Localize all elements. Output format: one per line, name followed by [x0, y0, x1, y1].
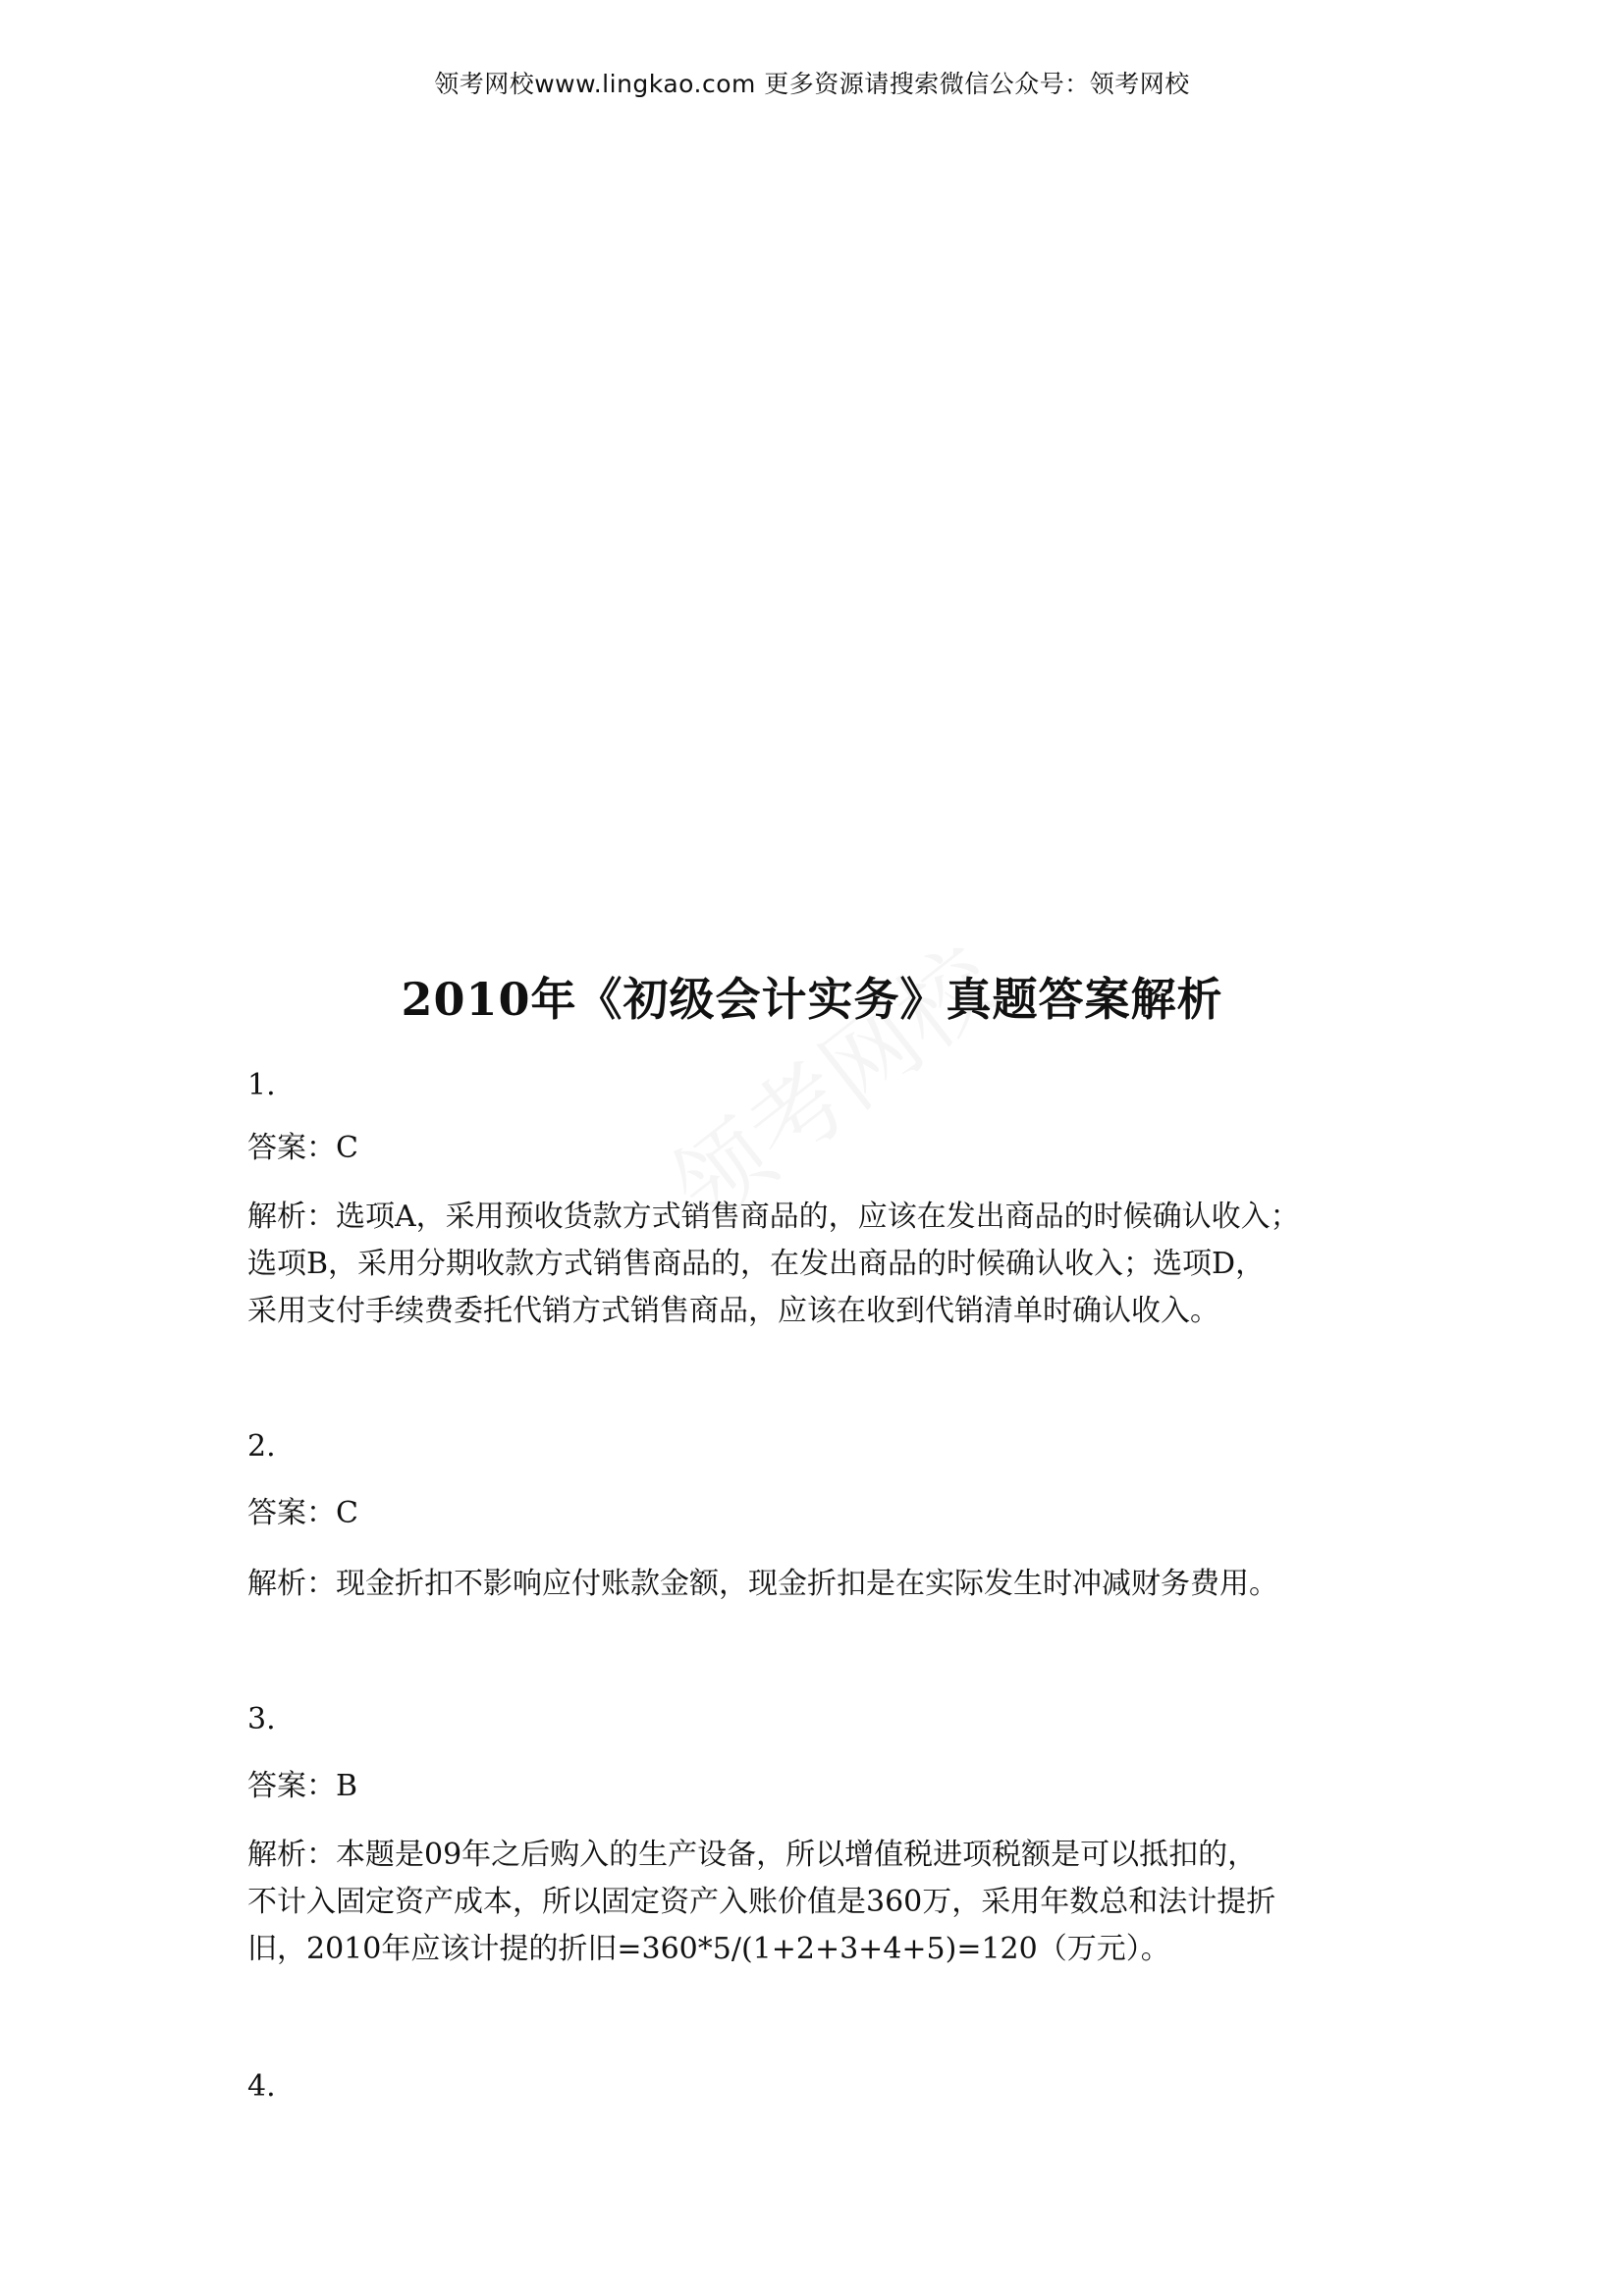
- question-answer: 答案：B: [247, 1769, 358, 1803]
- analysis-line: 解析：现金折扣不影响应付账款金额，现金折扣是在实际发生时冲减财务费用。: [247, 1567, 1278, 1601]
- question-answer: 答案：C: [247, 1131, 358, 1165]
- question-analysis: [247, 1832, 1386, 1973]
- analysis-line: 解析：本题是09年之后购入的生产设备，所以增值税进项税额是可以抵扣的，: [247, 1838, 1258, 1872]
- analysis-line: 采用支付手续费委托代销方式销售商品，应该在收到代销清单时确认收入。: [247, 1294, 1219, 1328]
- question-number: 3.: [247, 1702, 276, 1736]
- question-number: 4.: [247, 2069, 276, 2104]
- page-header: 领考网校www.lingkao.com 更多资源请搜索微信公众号：领考网校: [434, 70, 1190, 98]
- analysis-line: 选项B，采用分期收款方式销售商品的，在发出商品的时候确认收入；选项D，: [247, 1247, 1266, 1281]
- analysis-line: 解析：选项A，采用预收货款方式销售商品的，应该在发出商品的时候确认收入；: [247, 1200, 1300, 1234]
- analysis-line: 不计入固定资产成本，所以固定资产入账价值是360万，采用年数总和法计提折: [247, 1885, 1276, 1919]
- question-analysis: [247, 1561, 1386, 1608]
- page-title: 2010年《初级会计实务》真题答案解析: [401, 973, 1223, 1026]
- question-number: 1.: [247, 1068, 276, 1102]
- analysis-line: 旧，2010年应该计提的折旧=360*5/(1+2+3+4+5)=120（万元）。: [247, 1932, 1170, 1966]
- question-number: 2.: [247, 1429, 276, 1464]
- question-answer: 答案：C: [247, 1496, 358, 1530]
- question-analysis: [247, 1194, 1386, 1335]
